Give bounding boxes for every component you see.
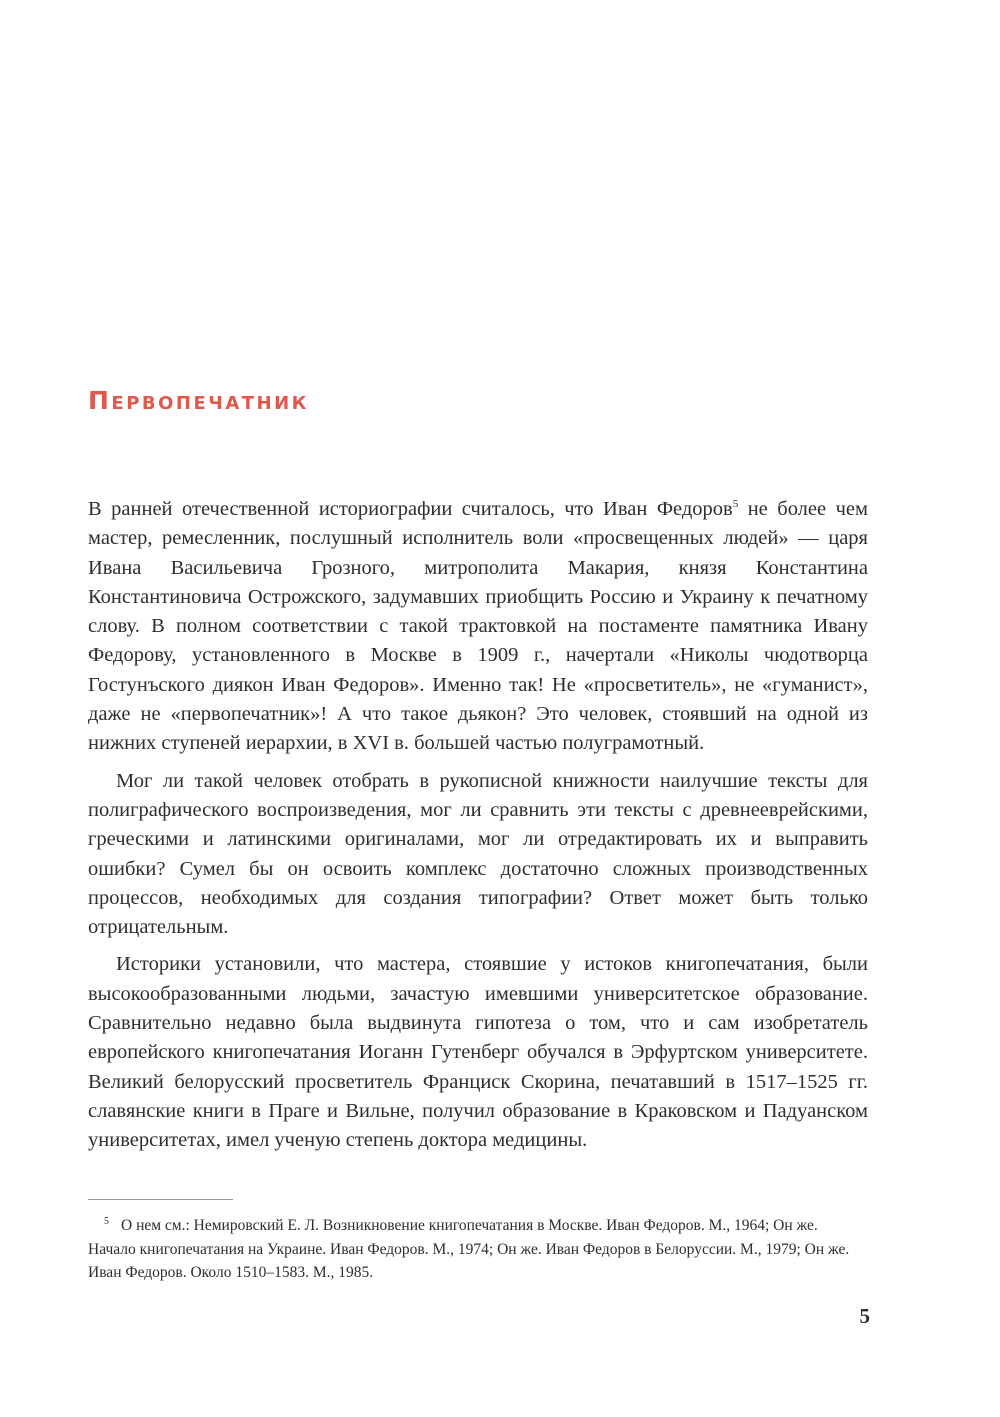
footnote-number: 5 [104,1215,109,1227]
page-number: 5 [859,1304,870,1328]
paragraph-3: Историки установили, что мастера, стоявшие у истоков книгопечатания, были высокообразованными людьми, зачастую имевшими университетское образование. Сравнительно недавно была выдвинута гипотеза о том, что и сам изобретатель европейского книгопечатания Иоганн Гутенберг обучался в Эрфуртском университете. Великий белорусский просветитель Франциск Скорина, печатавший в 1517–1525 гг. славянские книги в Праге и Вильне, получил образование в Краковском и Падуанском университетах, имел ученую степень доктора медицины. [88,953,868,1152]
main-text [88,495,868,1164]
footnote-reference[interactable]: 5 [732,498,739,511]
chapter-title: Первопечатник [88,386,309,415]
footnote-divider [88,1199,233,1200]
footnote-text: О нем см.: Немировский Е. Л. Возникновение книгопечатания в Москве. Иван Федоров. М., 1964; Он же. Начало книгопечатания на Украине. Иван Федоров. М., 1974; Он же. Иван Федоров в Белоруссии. М., 1979; Он же. Иван Федоров. Около 1510–1583. М., 1985. [88,1217,850,1281]
paragraph-2: Мог ли такой человек отобрать в рукописной книжности наилучшие тексты для полиграфического воспроизведения, мог ли сравнить эти тексты с древнееврейскими, греческими и латинскими оригиналами, мог ли отредактировать их и выправить ошибки? Сумел бы он освоить комплекс достаточно сложных производственных процессов, необходимых для создания типографии? Ответ может быть только отрицательным. [88,769,868,939]
paragraph-1-text-end: не более чем мастер, ремесленник, послушный исполнитель воли «просвещенных людей» — царя Ивана Васильевича Грозного, митрополита Макария, князя Константина Константиновича Острожского, задумавших приобщить Россию и Украину к печатному слову. В полном соответствии с такой трактовкой на постаменте памятника Ивану Федорову, установленного в Москве в 1909 г., начертали «Николы чюдотворца Гостунъского диякон Иван Федоров». Именно так! Не «просветитель», не «гуманист», даже не «первопечатник»! А что такое дьякон? Это человек, стоявший на одной из нижних ступеней иерархии, в XVI в. большей частью полуграмотный. [88,498,868,755]
paragraph-1-text-start: В ранней отечественной историографии считалось, что Иван Федоров [88,498,733,520]
paragraph-1 [88,495,868,759]
footnote [88,1214,868,1285]
